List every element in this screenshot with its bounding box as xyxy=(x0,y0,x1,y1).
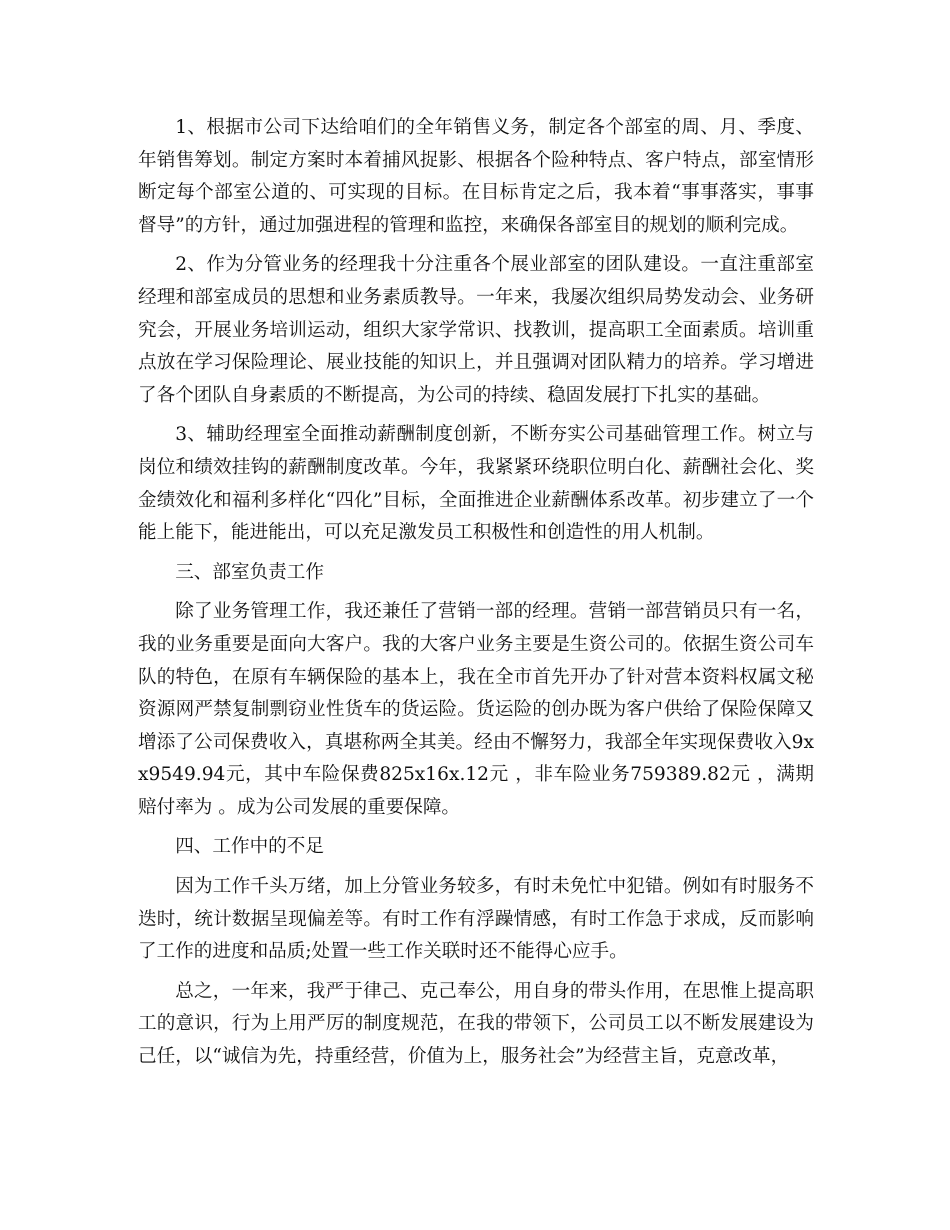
paragraph-shortcomings: 因为工作千头万绪，加上分管业务较多，有时未免忙中犯错。例如有时服务不迭时，统计数据呈现偏差等。有时工作有浮躁情感，有时工作急于求成，反而影响了工作的进度和品质;处置一些工作关联时还不能得心应手。 xyxy=(138,876,814,963)
paragraph-marketing-department: 除了业务管理工作，我还兼任了营销一部的经理。营销一部营销员只有一名，我的业务重要是面向大客户。我的大客户业务主要是生资公司的。依据生资公司车队的特色，在原有车辆保险的基本上，我在全市首先开办了针对营本资料权属文秘资源网严禁复制剽窃业性货车的货运险。货运险的创办既为客户供给了保险保障又增添了公司保费收入，真堪称两全其美。经由不懈努力，我部全年实现保费收入9xx9549.94元，其中车险保费825x16x.12元 ，非车险业务759389.82元 ，满期赔付率为 。成为公司发展的重要保障。 xyxy=(138,601,814,818)
section-heading-shortcomings: 四、工作中的不足 xyxy=(175,836,324,858)
document-body xyxy=(138,112,814,1081)
paragraph-team-building: 2、作为分管业务的经理我十分注重各个展业部室的团队建设。一直注重部室经理和部室成员的思想和业务素质教导。一年来，我屡次组织局势发动会、业务研究会，开展业务培训运动，组织大家学常识、找教训，提高职工全面素质。培训重点放在学习保险理论、展业技能的知识上，并且强调对团队精力的培养。学习增进了各个团队自身素质的不断提高，为公司的持续、稳固发展打下扎实的基础。 xyxy=(138,254,814,406)
paragraph-sales-planning: 1、根据市公司下达给咱们的全年销售义务，制定各个部室的周、月、季度、年销售筹划。制定方案时本着捕风捉影、根据各个险种特点、客户特点，部室情形断定每个部室公道的、可实现的目标。在目标肯定之后，我本着“事事落实，事事督导”的方针，通过加强进程的管理和监控，来确保各部室目的规划的顺利完成。 xyxy=(138,117,814,236)
paragraph-summary: 总之，一年来，我严于律己、克己奉公，用自身的带头作用，在思惟上提高职工的意识，行为上用严厉的制度规范，在我的带领下，公司员工以不断发展建设为己任，以“诚信为先，持重经营，价值为上，服务社会”为经营主旨，克意改革， xyxy=(138,980,814,1068)
paragraph-salary-reform: 3、辅助经理室全面推动薪酬制度创新，不断夯实公司基础管理工作。树立与岗位和绩效挂钩的薪酬制度改革。今年，我紧紧环绕职位明白化、薪酬社会化、奖金绩效化和福利多样化“四化”目标，全面推进企业薪酬体系改革。初步建立了一个能上能下，能进能出，可以充足激发员工积极性和创造性的用人机制。 xyxy=(138,424,814,544)
section-heading-department-work: 三、部室负责工作 xyxy=(175,561,324,583)
